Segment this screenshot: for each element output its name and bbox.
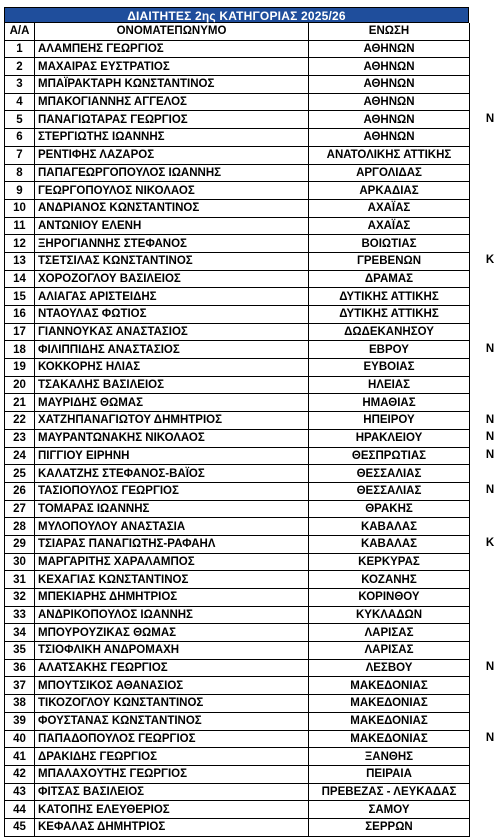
row-marker: Ν (485, 732, 495, 744)
table-row (5, 659, 470, 677)
table-row (5, 465, 470, 483)
referee-name: ΜΠΑΚΟΓΙΑΝΝΗΣ ΑΓΓΕΛΟΣ (35, 93, 309, 111)
referee-name: ΤΟΜΑΡΑΣ ΙΩΑΝΝΗΣ (35, 500, 309, 518)
referee-name: ΤΣΕΤΣΙΛΑΣ ΚΩΝΣΤΑΝΤΙΝΟΣ (35, 252, 309, 270)
referee-union: ΚΕΡΚΥΡΑΣ (309, 553, 470, 571)
row-number: 16 (5, 306, 35, 324)
row-number: 41 (5, 748, 35, 766)
referee-union: ΑΘΗΝΩΝ (309, 58, 470, 76)
table-row (5, 93, 470, 111)
table-row (5, 730, 470, 748)
table-row (5, 783, 470, 801)
row-marker: Ν (485, 431, 495, 444)
referee-union: ΑΘΗΝΩΝ (309, 93, 470, 111)
referee-union: ΑΘΗΝΩΝ (309, 111, 470, 129)
table-row (5, 129, 470, 147)
referee-name: ΤΑΣΙΟΠΟΥΛΟΣ ΓΕΩΡΓΙΟΣ (35, 482, 309, 500)
table-row (5, 518, 470, 536)
referee-union: ΚΥΚΛΑΔΩΝ (309, 606, 470, 624)
row-number: 26 (5, 482, 35, 500)
referee-union: ΜΑΚΕΔΟΝΙΑΣ (309, 712, 470, 730)
table-row (5, 412, 470, 430)
row-number: 23 (5, 429, 35, 447)
table-row (5, 447, 470, 465)
row-number: 14 (5, 270, 35, 288)
table-row (5, 199, 470, 217)
row-marker: Ν (485, 484, 495, 497)
row-number: 40 (5, 730, 35, 748)
row-number: 2 (5, 58, 35, 76)
row-number: 7 (5, 146, 35, 164)
row-number: 28 (5, 518, 35, 536)
row-number: 42 (5, 765, 35, 783)
referee-union: ΗΡΑΚΛΕΙΟΥ (309, 429, 470, 447)
table-row (5, 765, 470, 783)
referee-union: ΘΡΑΚΗΣ (309, 500, 470, 518)
table-row (5, 164, 470, 182)
referee-name: ΚΕΦΑΛΑΣ ΔΗΜΗΤΡΙΟΣ (35, 818, 309, 836)
row-number: 5 (5, 111, 35, 129)
table-row (5, 500, 470, 518)
referee-union: ΞΑΝΘΗΣ (309, 748, 470, 766)
row-number: 34 (5, 624, 35, 642)
referee-union: ΗΜΑΘΙΑΣ (309, 394, 470, 412)
referee-name: ΤΙΚΟΖΟΓΛΟΥ ΚΩΝΣΤΑΝΤΙΝΟΣ (35, 695, 309, 713)
row-number: 11 (5, 217, 35, 235)
table-row (5, 182, 470, 200)
table-row (5, 217, 470, 235)
row-number: 10 (5, 199, 35, 217)
referee-name: ΧΟΡΟΖΟΓΛΟΥ ΒΑΣΙΛΕΙΟΣ (35, 270, 309, 288)
referee-union: ΑΘΗΝΩΝ (309, 40, 470, 58)
table-row (5, 252, 470, 270)
referee-name: ΑΝΔΡΙΑΝΟΣ ΚΩΝΣΤΑΝΤΙΝΟΣ (35, 199, 309, 217)
referee-name: ΤΣΑΚΑΛΗΣ ΒΑΣΙΛΕΙΟΣ (35, 376, 309, 394)
referee-name: ΔΡΑΚΙΔΗΣ ΓΕΩΡΓΙΟΣ (35, 748, 309, 766)
referee-name: ΓΙΑΝΝΟΥΚΑΣ ΑΝΑΣΤΑΣΙΟΣ (35, 323, 309, 341)
referee-union: ΑΝΑΤΟΛΙΚΗΣ ΑΤΤΙΚΗΣ (309, 146, 470, 164)
referee-union: ΜΑΚΕΔΟΝΙΑΣ (309, 695, 470, 713)
referee-name: ΡΕΝΤΙΦΗΣ ΛΑΖΑΡΟΣ (35, 146, 309, 164)
row-marker: Ν (485, 413, 495, 426)
referee-name: ΑΝΔΡΙΚΟΠΟΥΛΟΣ ΙΩΑΝΝΗΣ (35, 606, 309, 624)
referee-union: ΒΟΙΩΤΙΑΣ (309, 235, 470, 253)
row-number: 17 (5, 323, 35, 341)
row-number: 33 (5, 606, 35, 624)
table-row (5, 270, 470, 288)
referee-name: ΑΛΙΑΓΑΣ ΑΡΙΣΤΕΙΔΗΣ (35, 288, 309, 306)
referee-name: ΑΛΑΜΠΕΗΣ ΓΕΩΡΓΙΟΣ (35, 40, 309, 58)
row-marker: Ν (485, 112, 495, 125)
referee-name: ΑΛΑΤΣΑΚΗΣ ΓΕΩΡΓΙΟΣ (35, 659, 309, 677)
row-number: 43 (5, 783, 35, 801)
referee-union: ΚΑΒΑΛΑΣ (309, 518, 470, 536)
referee-name: ΤΣΙΑΡΑΣ ΠΑΝΑΓΙΩΤΗΣ-ΡΑΦΑΗΛ (35, 535, 309, 553)
referee-name: ΑΝΤΩΝΙΟΥ ΕΛΕΝΗ (35, 217, 309, 235)
table-row (5, 606, 470, 624)
row-number: 6 (5, 129, 35, 147)
table-row (5, 801, 470, 819)
row-number: 38 (5, 695, 35, 713)
row-marker: Κ (485, 537, 495, 550)
row-number: 21 (5, 394, 35, 412)
table-row (5, 306, 470, 324)
referee-name: ΠΑΠΑΔΟΠΟΥΛΟΣ ΓΕΩΡΓΙΟΣ (35, 730, 309, 748)
referee-name: ΦΟΥΣΤΑΝΑΣ ΚΩΝΣΤΑΝΤΙΝΟΣ (35, 712, 309, 730)
row-number: 22 (5, 412, 35, 430)
table-row (5, 589, 470, 607)
referee-union: ΛΑΡΙΣΑΣ (309, 642, 470, 660)
row-marker: Ν (485, 449, 495, 461)
referee-name: ΚΑΤΟΠΗΣ ΕΛΕΥΘΕΡΙΟΣ (35, 801, 309, 819)
table-row (5, 376, 470, 394)
row-number: 12 (5, 235, 35, 253)
referee-name: ΦΙΤΣΑΣ ΒΑΣΙΛΕΙΟΣ (35, 783, 309, 801)
row-marker: Κ (485, 254, 495, 267)
table-row (5, 111, 470, 129)
table-row (5, 818, 470, 836)
row-number: 15 (5, 288, 35, 306)
table-row (5, 748, 470, 766)
row-number: 20 (5, 376, 35, 394)
column-header-name: ΟΝΟΜΑΤΕΠΩΝΥΜΟ (35, 23, 309, 40)
row-number: 45 (5, 818, 35, 836)
table-row (5, 482, 470, 500)
row-number: 27 (5, 500, 35, 518)
table-row (5, 642, 470, 660)
referee-union: ΜΑΚΕΔΟΝΙΑΣ (309, 677, 470, 695)
row-number: 32 (5, 589, 35, 607)
referee-name: ΜΠΑΛΑΧΟΥΤΗΣ ΓΕΩΡΓΙΟΣ (35, 765, 309, 783)
referee-name: ΚΟΚΚΟΡΗΣ ΗΛΙΑΣ (35, 359, 309, 377)
referee-union: ΑΘΗΝΩΝ (309, 129, 470, 147)
referee-union: ΣΕΡΡΩΝ (309, 818, 470, 836)
row-number: 30 (5, 553, 35, 571)
table-row (5, 394, 470, 412)
referees-sheet (4, 7, 469, 837)
table-row (5, 58, 470, 76)
table-row (5, 323, 470, 341)
row-number: 31 (5, 571, 35, 589)
row-marker: Ν (485, 342, 495, 355)
referee-name: ΝΤΑΟΥΛΑΣ ΦΩΤΙΟΣ (35, 306, 309, 324)
row-number: 3 (5, 76, 35, 94)
row-number: 19 (5, 359, 35, 377)
column-header-union: ΕΝΩΣΗ (309, 23, 470, 40)
row-number: 29 (5, 535, 35, 553)
referees-table (4, 23, 470, 837)
referee-union: ΑΡΓΟΛΙΔΑΣ (309, 164, 470, 182)
referee-union: ΕΥΒΟΙΑΣ (309, 359, 470, 377)
referee-name: ΓΕΩΡΓΟΠΟΥΛΟΣ ΝΙΚΟΛΑΟΣ (35, 182, 309, 200)
referee-union: ΑΧΑΪΑΣ (309, 199, 470, 217)
referee-union: ΚΟΖΑΝΗΣ (309, 571, 470, 589)
referee-name: ΚΑΛΑΤΖΗΣ ΣΤΕΦΑΝΟΣ-ΒΑΪΟΣ (35, 465, 309, 483)
referee-name: ΚΕΧΑΓΙΑΣ ΚΩΝΣΤΑΝΤΙΝΟΣ (35, 571, 309, 589)
table-row (5, 359, 470, 377)
row-number: 24 (5, 447, 35, 465)
referee-name: ΤΣΙΟΦΛΙΚΗ ΑΝΔΡΟΜΑΧΗ (35, 642, 309, 660)
referee-union: ΓΡΕΒΕΝΩΝ (309, 252, 470, 270)
table-row (5, 535, 470, 553)
table-row (5, 288, 470, 306)
referee-union: ΘΕΣΣΑΛΙΑΣ (309, 482, 470, 500)
referee-union: ΠΕΙΡΑΙΑ (309, 765, 470, 783)
column-header-num: Α/Α (5, 23, 35, 40)
referee-name: ΜΥΛΟΠΟΥΛΟΥ ΑΝΑΣΤΑΣΙΑ (35, 518, 309, 536)
referee-union: ΔΥΤΙΚΗΣ ΑΤΤΙΚΗΣ (309, 306, 470, 324)
referee-union: ΑΧΑΪΑΣ (309, 217, 470, 235)
referee-union: ΑΡΚΑΔΙΑΣ (309, 182, 470, 200)
referee-union: ΣΑΜΟΥ (309, 801, 470, 819)
table-row (5, 712, 470, 730)
referee-union: ΕΒΡΟΥ (309, 341, 470, 359)
table-row (5, 341, 470, 359)
row-number: 9 (5, 182, 35, 200)
referee-name: ΜΠΟΥΡΟΥΖΙΚΑΣ ΘΩΜΑΣ (35, 624, 309, 642)
referee-name: ΧΑΤΖΗΠΑΝΑΓΙΩΤΟΥ ΔΗΜΗΤΡΙΟΣ (35, 412, 309, 430)
referee-name: ΞΗΡΟΓΙΑΝΝΗΣ ΣΤΕΦΑΝΟΣ (35, 235, 309, 253)
row-number: 44 (5, 801, 35, 819)
referee-union: ΚΑΒΑΛΑΣ (309, 535, 470, 553)
table-row (5, 235, 470, 253)
row-number: 35 (5, 642, 35, 660)
referee-name: ΠΑΠΑΓΕΩΡΓΟΠΟΥΛΟΣ ΙΩΑΝΝΗΣ (35, 164, 309, 182)
referee-union: ΘΕΣΠΡΩΤΙΑΣ (309, 447, 470, 465)
row-number: 18 (5, 341, 35, 359)
row-marker: Ν (485, 661, 495, 674)
referee-name: ΜΑΧΑΙΡΑΣ ΕΥΣΤΡΑΤΙΟΣ (35, 58, 309, 76)
row-number: 1 (5, 40, 35, 58)
referee-union: ΚΟΡΙΝΘΟΥ (309, 589, 470, 607)
referee-union: ΔΩΔΕΚΑΝΗΣΟΥ (309, 323, 470, 341)
row-number: 13 (5, 252, 35, 270)
table-row (5, 677, 470, 695)
referee-union: ΔΥΤΙΚΗΣ ΑΤΤΙΚΗΣ (309, 288, 470, 306)
referee-name: ΜΠΕΚΙΑΡΗΣ ΔΗΜΗΤΡΙΟΣ (35, 589, 309, 607)
sheet-title: ΔΙΑΙΤΗΤΕΣ 2ης ΚΑΤΗΓΟΡΙΑΣ 2025/26 (4, 7, 469, 23)
referee-name: ΣΤΕΡΓΙΩΤΗΣ ΙΩΑΝΝΗΣ (35, 129, 309, 147)
referee-name: ΜΠΑΪΡΑΚΤΑΡΗ ΚΩΝΣΤΑΝΤΙΝΟΣ (35, 76, 309, 94)
row-number: 36 (5, 659, 35, 677)
referee-name: ΠΙΓΓΙΟΥ ΕΙΡΗΝΗ (35, 447, 309, 465)
table-row (5, 553, 470, 571)
row-number: 25 (5, 465, 35, 483)
referee-union: ΗΛΕΙΑΣ (309, 376, 470, 394)
referee-name: ΠΑΝΑΓΙΩΤΑΡΑΣ ΓΕΩΡΓΙΟΣ (35, 111, 309, 129)
referee-union: ΛΑΡΙΣΑΣ (309, 624, 470, 642)
table-row (5, 571, 470, 589)
table-row (5, 40, 470, 58)
referee-name: ΦΙΛΙΠΠΙΔΗΣ ΑΝΑΣΤΑΣΙΟΣ (35, 341, 309, 359)
row-number: 39 (5, 712, 35, 730)
referee-union: ΗΠΕΙΡΟΥ (309, 412, 470, 430)
referee-name: ΜΠΟΥΤΣΙΚΟΣ ΑΘΑΝΑΣΙΟΣ (35, 677, 309, 695)
referee-name: ΜΑΥΡΑΝΤΩΝΑΚΗΣ ΝΙΚΟΛΑΟΣ (35, 429, 309, 447)
table-row (5, 695, 470, 713)
table-body (5, 40, 470, 836)
referee-union: ΔΡΑΜΑΣ (309, 270, 470, 288)
referee-union: ΛΕΣΒΟΥ (309, 659, 470, 677)
table-row (5, 76, 470, 94)
referee-union: ΑΘΗΝΩΝ (309, 76, 470, 94)
row-number: 4 (5, 93, 35, 111)
table-row (5, 429, 470, 447)
row-number: 37 (5, 677, 35, 695)
referee-union: ΘΕΣΣΑΛΙΑΣ (309, 465, 470, 483)
referee-union: ΠΡΕΒΕΖΑΣ - ΛΕΥΚΑΔΑΣ (309, 783, 470, 801)
referee-union: ΜΑΚΕΔΟΝΙΑΣ (309, 730, 470, 748)
referee-name: ΜΑΥΡΙΔΗΣ ΘΩΜΑΣ (35, 394, 309, 412)
row-number: 8 (5, 164, 35, 182)
table-row (5, 624, 470, 642)
referee-name: ΜΑΡΓΑΡΙΤΗΣ ΧΑΡΑΛΑΜΠΟΣ (35, 553, 309, 571)
table-row (5, 146, 470, 164)
header-row (5, 23, 470, 40)
